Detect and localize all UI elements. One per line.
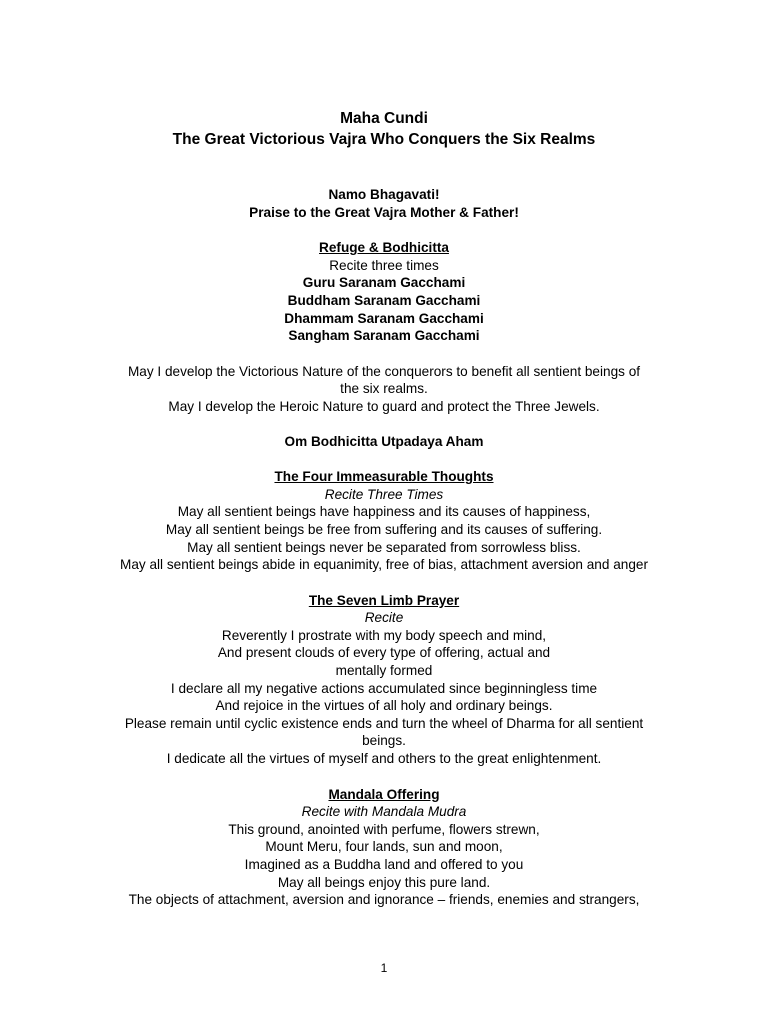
document-title: Maha Cundi — [340, 110, 428, 127]
section-instruction: Recite — [364, 610, 404, 626]
section-heading-four-immeasurables: The Four Immeasurable Thoughts — [274, 469, 494, 485]
aspiration-line: May I develop the Victorious Nature of the conquerors to benefit all sentient beings of — [127, 363, 641, 379]
refuge-line: Guru Saranam Gacchami — [302, 275, 466, 291]
bodhicitta-mantra: Om Bodhicitta Utpadaya Aham — [284, 433, 484, 449]
prayer-line: Mount Meru, four lands, sun and moon, — [265, 839, 503, 855]
refuge-line: Buddham Saranam Gacchami — [287, 292, 481, 308]
prayer-line: May all sentient beings never be separated from sorrowless bliss. — [187, 539, 581, 555]
prayer-line: May all sentient beings have happiness and its causes of happiness, — [177, 504, 591, 520]
prayer-line: Please remain until cyclic existence ends and turn the wheel of Dharma for all sentient — [124, 715, 644, 731]
aspiration-line: the six realms. — [340, 381, 428, 397]
prayer-line: May all sentient beings be free from suffering and its causes of suffering. — [165, 521, 603, 537]
section-heading-refuge: Refuge & Bodhicitta — [319, 240, 449, 256]
prayer-line: And present clouds of every type of offering, actual and — [217, 645, 551, 661]
prayer-line: And rejoice in the virtues of all holy and ordinary beings. — [215, 698, 553, 714]
section-heading-seven-limb: The Seven Limb Prayer — [308, 592, 460, 608]
prayer-line: mentally formed — [335, 663, 433, 679]
page-content — [80, 108, 688, 909]
invocation-line: Namo Bhagavati! — [328, 187, 440, 202]
prayer-line: beings. — [362, 733, 406, 749]
prayer-line: I dedicate all the virtues of myself and others to the great enlightenment. — [166, 751, 602, 767]
section-instruction: Recite three times — [329, 257, 439, 273]
aspiration-line: May I develop the Heroic Nature to guard and protect the Three Jewels. — [168, 398, 600, 414]
document-subtitle: The Great Victorious Vajra Who Conquers the Six Realms — [172, 131, 596, 148]
page-number: 1 — [380, 961, 388, 975]
prayer-line: This ground, anointed with perfume, flowers strewn, — [228, 821, 540, 837]
section-instruction: Recite with Mandala Mudra — [301, 804, 467, 820]
prayer-line: May all sentient beings abide in equanimity, free of bias, attachment aversion and anger — [120, 557, 648, 573]
section-heading-mandala: Mandala Offering — [328, 786, 440, 802]
prayer-line: I declare all my negative actions accumulated since beginningless time — [170, 680, 598, 696]
prayer-line: Imagined as a Buddha land and offered to you — [244, 857, 524, 872]
prayer-line: May all beings enjoy this pure land. — [277, 874, 491, 890]
invocation-line: Praise to the Great Vajra Mother & Father! — [249, 204, 519, 220]
refuge-line: Sangham Saranam Gacchami — [288, 328, 480, 344]
section-instruction: Recite Three Times — [324, 486, 444, 502]
prayer-line: The objects of attachment, aversion and ignorance – friends, enemies and strangers, — [128, 892, 640, 908]
refuge-line: Dhammam Saranam Gacchami — [284, 310, 484, 326]
prayer-line: Reverently I prostrate with my body speech and mind, — [221, 627, 547, 643]
